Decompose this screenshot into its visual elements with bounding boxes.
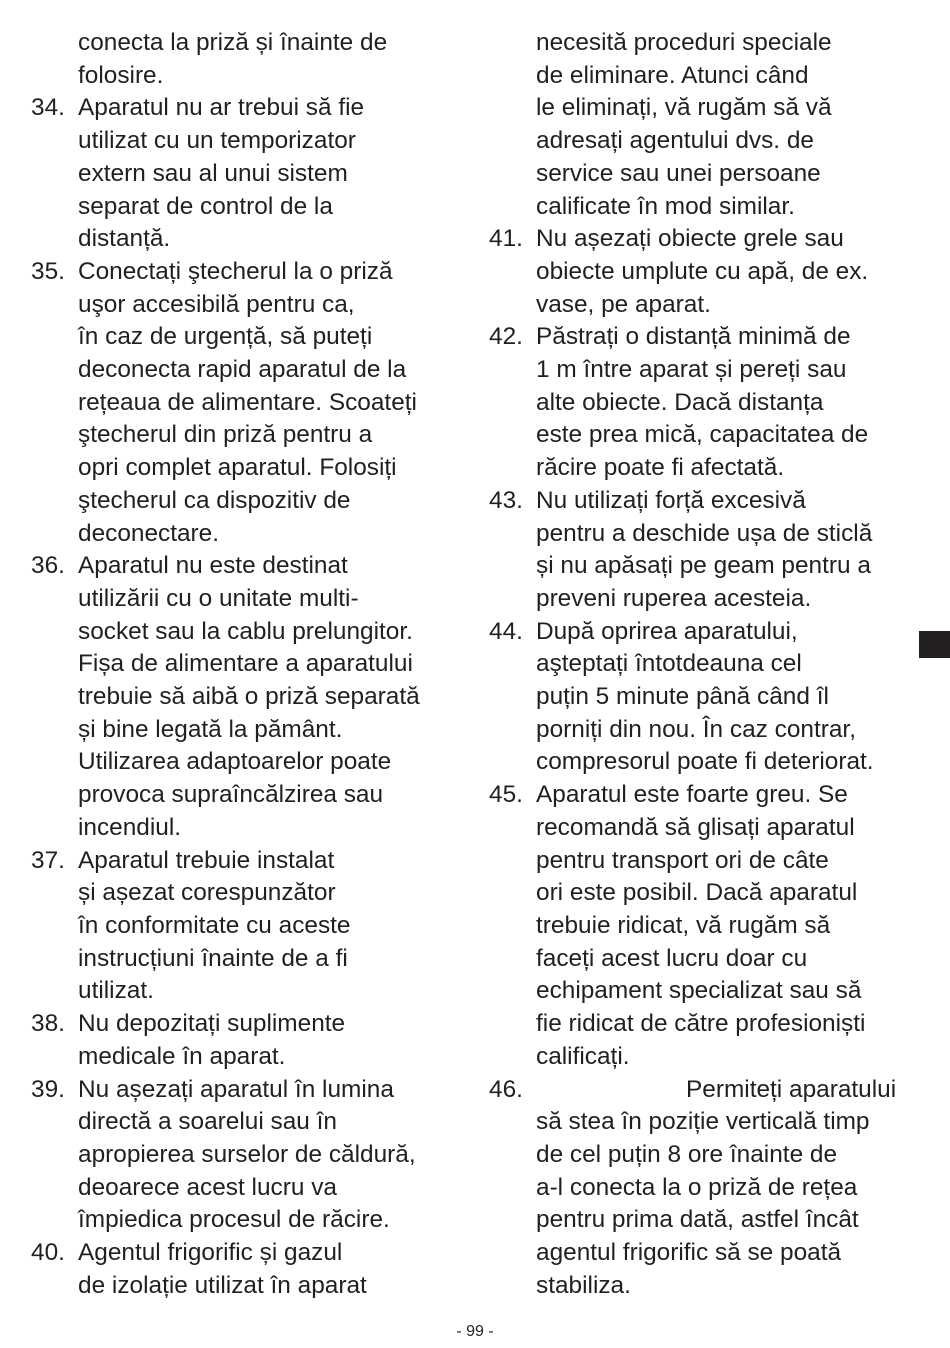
- list-item-36: [31, 550, 461, 844]
- left-column: [31, 27, 461, 1302]
- item-text: Aparatul nu ar trebui să fie utilizat cu un temporizator extern sau al unui sistem separat de control de la distanță.: [78, 94, 365, 253]
- item-number: 41.: [489, 225, 523, 253]
- right-column: [489, 27, 919, 1302]
- list-item-37: [31, 845, 461, 1009]
- item-number: 46.: [489, 1075, 523, 1103]
- list-item-34: [31, 92, 461, 256]
- list-item-42: [489, 321, 919, 485]
- item-number: 36.: [31, 552, 65, 580]
- item-text: După oprirea aparatului, aşteptați întotdeauna cel puțin 5 minute până când îl porniți din nou. În caz contrar, compresorul poate fi deteriorat.: [536, 617, 874, 776]
- list-item-35: [31, 256, 461, 550]
- item-text: Nu depozitați suplimente medicale în aparat.: [78, 1010, 346, 1070]
- item-text: [536, 1074, 919, 1303]
- item-text: Aparatul nu este destinat utilizării cu o unitate multi- socket sau la cablu prelungitor. Fișa de alimentare a aparatului trebuie să aibă o priză separată și bine legată la pământ. Utilizarea adaptoarelor poate provoca supraîncălzirea sau incendiul.: [78, 552, 420, 841]
- list-item-46: [489, 1074, 919, 1303]
- list-item-40: [31, 1237, 461, 1302]
- item-number: 37.: [31, 846, 65, 874]
- item-number: 44.: [489, 617, 523, 645]
- item-text: Nu utilizați forță excesivă pentru a deschide ușa de sticlă și nu apăsați pe geam pentru a preveni ruperea acesteia.: [536, 486, 873, 612]
- page-number: - 99 -: [456, 1323, 494, 1340]
- item-number: 34.: [31, 94, 65, 122]
- item-text: Nu așezați aparatul în lumina directă a soarelui sau în apropierea surselor de căldură, deoarece acest lucru va împiedica procesul de răcire.: [78, 1075, 416, 1234]
- item-text: Agentul frigorific și gazul de izolație utilizat în aparat: [78, 1239, 367, 1299]
- item-number: 40.: [31, 1239, 65, 1267]
- list-item-44: [489, 616, 919, 780]
- item-number: 39.: [31, 1075, 65, 1103]
- item-text: Nu așezați obiecte grele sau obiecte umplute cu apă, de ex. vase, pe aparat.: [536, 225, 869, 318]
- item-text: Păstrați o distanță minimă de 1 m între aparat și pereți sau alte obiecte. Dacă distanța este prea mică, capacitatea de răcire poate fi afectată.: [536, 323, 869, 482]
- continuation-text-left: [31, 27, 461, 92]
- item-number: 43.: [489, 486, 523, 514]
- continuation-text-left-body: conecta la priză și înainte de folosire.: [78, 29, 388, 89]
- list-item-39: [31, 1074, 461, 1238]
- item-46-first-line: Permiteți aparatului: [686, 1075, 897, 1103]
- continuation-text-right: [489, 27, 919, 223]
- item-number: 45.: [489, 781, 523, 809]
- item-number: 42.: [489, 323, 523, 351]
- continuation-text-right-body: necesită proceduri speciale de eliminare. Atunci când le eliminați, vă rugăm să vă adresați agentului dvs. de service sau unei persoane calificate în mod similar.: [536, 29, 832, 220]
- list-item-38: [31, 1008, 461, 1073]
- item-46-rest: să stea în poziție verticală timp de cel puțin 8 ore înainte de a-l conecta la o priză de rețea pentru prima dată, astfel încât agentul frigorific să se poată stabiliza.: [536, 1108, 870, 1299]
- item-number: 38.: [31, 1010, 65, 1038]
- list-item-43: [489, 485, 919, 616]
- list-item-41: [489, 223, 919, 321]
- item-text: Aparatul trebuie instalat și așezat corespunzător în conformitate cu aceste instrucțiuni înainte de a fi utilizat.: [78, 846, 351, 1005]
- item-number: 35.: [31, 257, 65, 285]
- list-item-45: [489, 779, 919, 1073]
- item-text: Aparatul este foarte greu. Se recomandă să glisați aparatul pentru transport ori de câte ori este posibil. Dacă aparatul trebuie ridicat, vă rugăm să faceți acest lucru doar cu echipament specializat sau să fie ridicat de către profesioniști calificați.: [536, 781, 866, 1070]
- item-text: Conectați ştecherul la o priză uşor accesibilă pentru ca, în caz de urgență, să puteți deconecta rapid aparatul de la rețeaua de alimentare. Scoateți ştecherul din priză pentru a opri complet aparatul. Folosiți ştecherul ca dispozitiv de deconectare.: [78, 257, 417, 547]
- section-tab-marker: [919, 631, 950, 658]
